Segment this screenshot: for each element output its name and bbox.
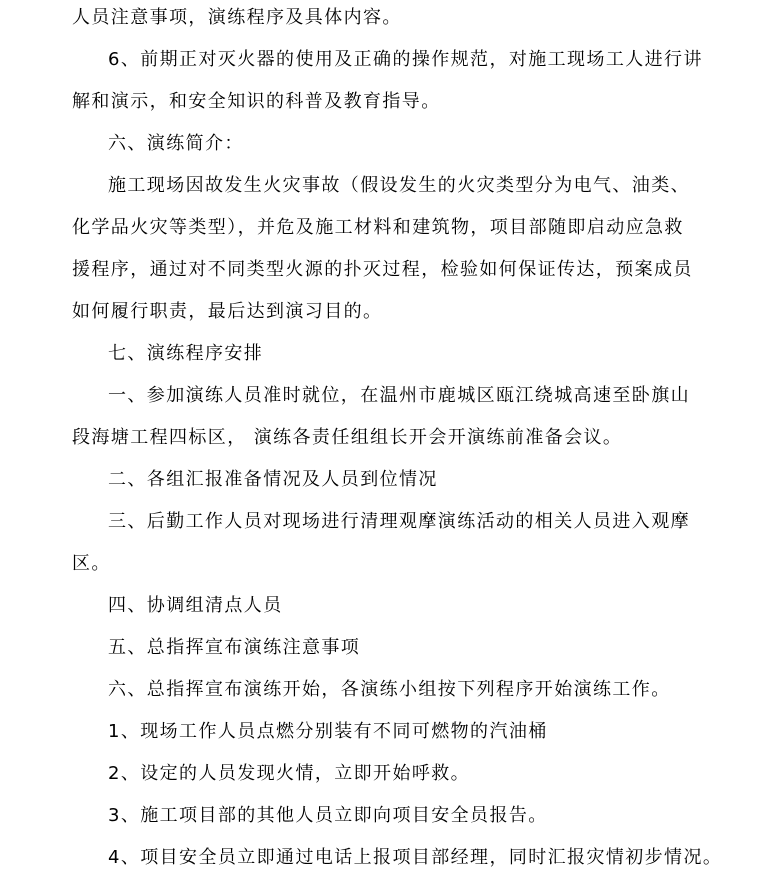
list-item: 3、施工项目部的其他人员立即向项目安全员报告。 — [108, 805, 548, 826]
text-line: 五、总指挥宣布演练注意事项 — [108, 637, 361, 658]
text-line: 化学品火灾等类型），并危及施工材料和建筑物，项目部随即启动应急救 — [72, 217, 684, 238]
text-line: 如何履行职责，最后达到演习目的。 — [72, 301, 383, 322]
list-item: 2、设定的人员发现火情，立即开始呼救。 — [108, 763, 471, 784]
section-heading: 六、演练简介： — [108, 133, 244, 154]
text-line: 施工现场因故发生火灾事故（假设发生的火灾类型分为电气、油类、 — [108, 175, 690, 196]
text-line: 二、各组汇报准备情况及人员到位情况 — [108, 469, 438, 490]
text-line: 人员注意事项，演练程序及具体内容。 — [72, 7, 402, 28]
text-line: 解和演示，和安全知识的科普及教育指导。 — [72, 91, 441, 112]
text-line: 段海塘工程四标区， 演练各责任组组长开会开演练前准备会议。 — [72, 427, 623, 448]
text-line: 三、后勤工作人员对现场进行清理观摩演练活动的相关人员进入观摩 — [108, 511, 690, 532]
text-line: 6、前期正对灭火器的使用及正确的操作规范，对施工现场工人进行讲 — [108, 49, 703, 70]
list-item: 4、项目安全员立即通过电话上报项目部经理，同时汇报灾情初步情况。 — [108, 847, 723, 868]
list-item: 1、现场工作人员点燃分别装有不同可燃物的汽油桶 — [108, 721, 548, 742]
section-heading: 七、演练程序安排 — [108, 343, 264, 364]
text-line: 一、参加演练人员准时就位，在温州市鹿城区瓯江绕城高速至卧旗山 — [108, 385, 690, 406]
text-line: 四、协调组清点人员 — [108, 595, 283, 616]
text-line: 区。 — [72, 553, 111, 574]
text-line: 六、总指挥宣布演练开始，各演练小组按下列程序开始演练工作。 — [108, 679, 671, 700]
text-line: 援程序，通过对不同类型火源的扑灭过程，检验如何保证传达，预案成员 — [72, 259, 693, 280]
